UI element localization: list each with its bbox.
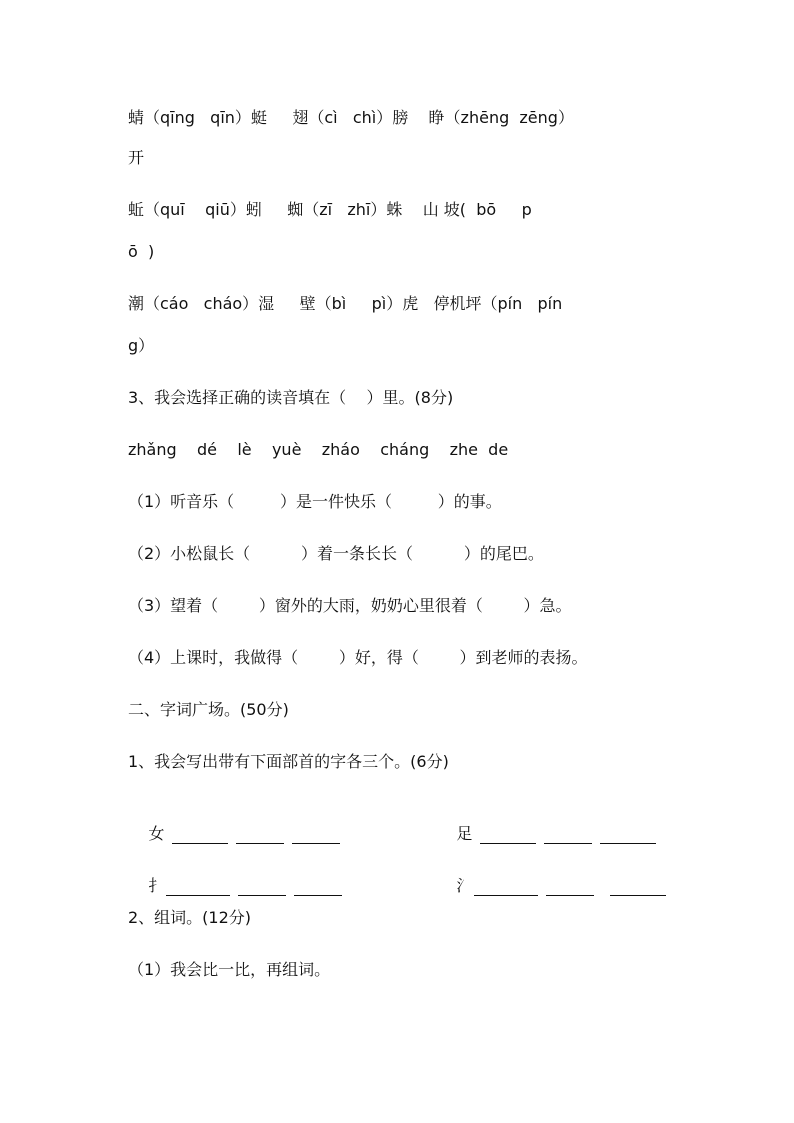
pinyin-line-1: 蜻（qīng qīn）蜓 翅（cì chì）膀 睁（zhēng zēng） <box>128 108 574 127</box>
radical-label: 氵 <box>456 876 473 895</box>
answer-blank[interactable] <box>172 827 228 844</box>
answer-blank[interactable] <box>480 827 536 844</box>
part2-heading: 二、字词广场。(50分) <box>128 700 289 719</box>
radical-row-nv <box>128 804 340 864</box>
answer-blank[interactable] <box>236 827 284 844</box>
pinyin-line-1-wrap: 开 <box>128 148 145 167</box>
pinyin-line-2-wrap: ō ) <box>128 242 155 261</box>
fill-item-2: （2）小松鼠长（ ）着一条长长（ ）的尾巴。 <box>128 544 544 563</box>
radical-label: 女 <box>148 824 165 843</box>
fill-item-1: （1）听音乐（ ）是一件快乐（ ）的事。 <box>128 492 502 511</box>
answer-blank[interactable] <box>546 879 594 896</box>
pinyin-line-3-wrap: g） <box>128 336 155 355</box>
fill-item-4: （4）上课时，我做得（ ）好，得（ ）到老师的表扬。 <box>128 648 588 667</box>
answer-blank[interactable] <box>292 827 340 844</box>
fill-item-3: （3）望着（ ）窗外的大雨，奶奶心里很着（ ）急。 <box>128 596 572 615</box>
answer-blank[interactable] <box>238 879 286 896</box>
section3-heading: 3、我会选择正确的读音填在（ ）里。(8分) <box>128 388 454 407</box>
q2-subheading: （1）我会比一比，再组词。 <box>128 960 331 979</box>
radical-label: 足 <box>456 824 473 843</box>
answer-blank[interactable] <box>166 879 230 896</box>
q2-heading: 2、组词。(12分) <box>128 908 252 927</box>
radical-label: 扌 <box>148 876 165 895</box>
radical-row-shui <box>436 856 666 916</box>
answer-blank[interactable] <box>474 879 538 896</box>
pinyin-line-2: 蚯（quī qiū）蚓 蜘（zī zhī）蛛 山 坡( bō p <box>128 200 532 219</box>
radical-row-shou <box>128 856 342 916</box>
pinyin-options: zhǎng dé lè yuè zháo cháng zhe de <box>128 440 509 459</box>
pinyin-line-3: 潮（cáo cháo）湿 壁（bì pì）虎 停机坪（pín pín <box>128 294 563 313</box>
radical-row-zu <box>436 804 656 864</box>
answer-blank[interactable] <box>610 879 666 896</box>
answer-blank[interactable] <box>294 879 342 896</box>
answer-blank[interactable] <box>600 827 656 844</box>
q1-heading: 1、我会写出带有下面部首的字各三个。(6分) <box>128 752 449 771</box>
answer-blank[interactable] <box>544 827 592 844</box>
